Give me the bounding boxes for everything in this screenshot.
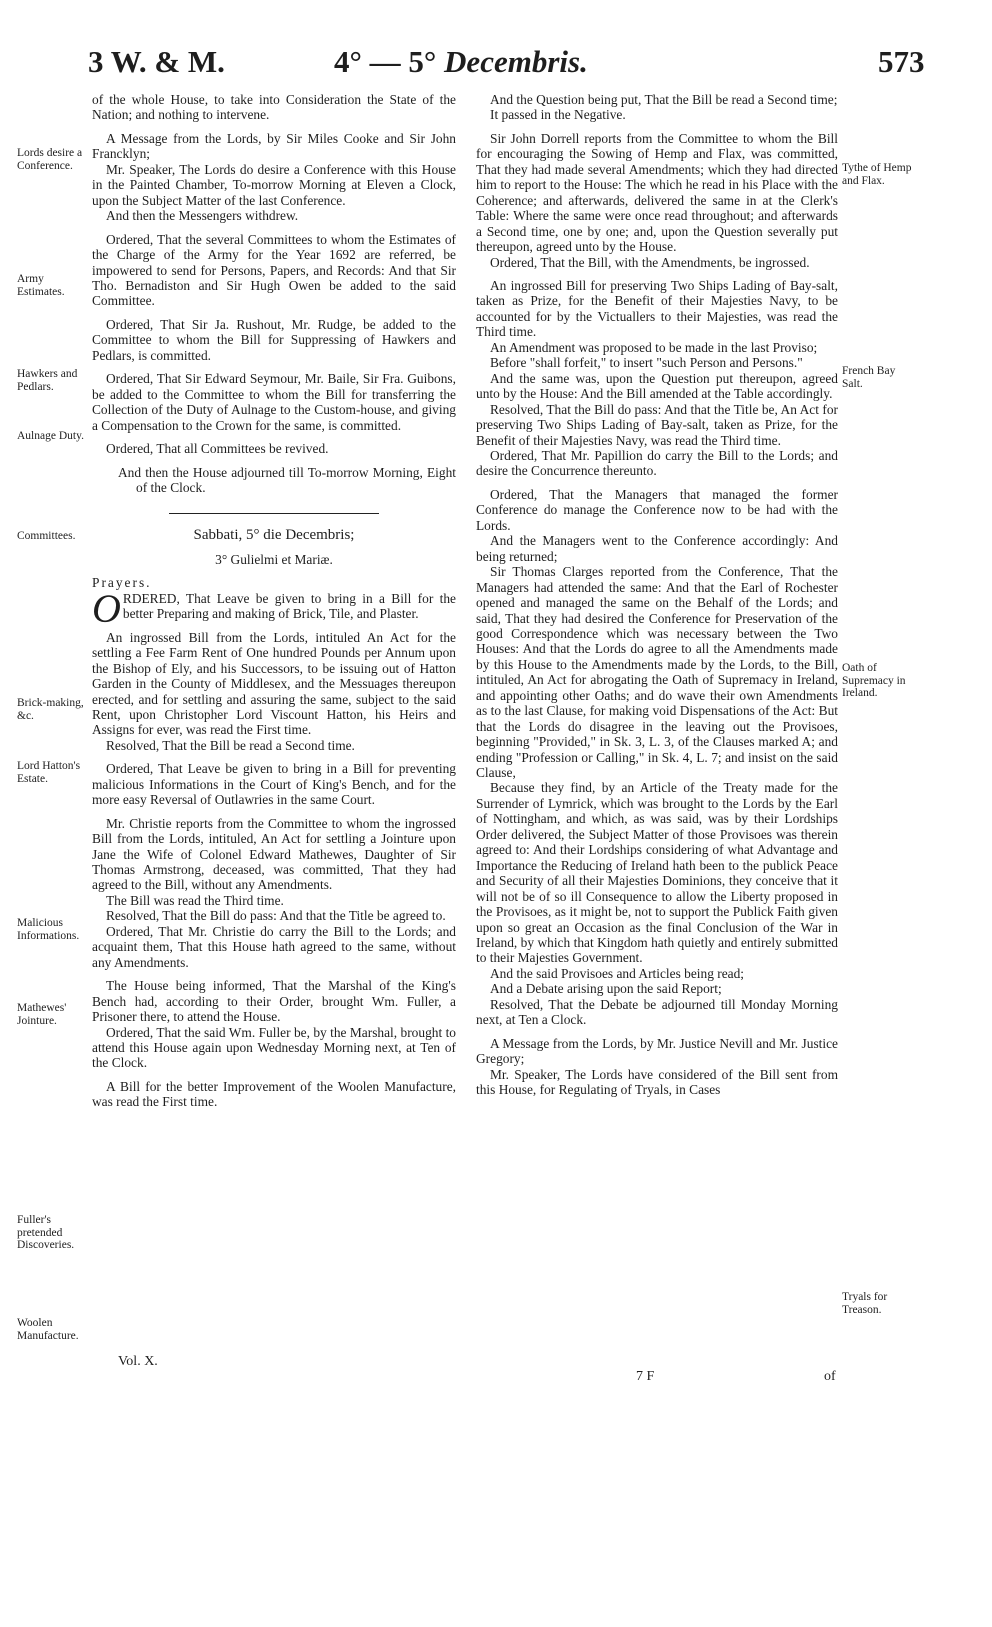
paragraph: Ordered, That Sir Edward Seymour, Mr. Baile, Sir Fra. Guibons, be added to the Committee to whom the Bill for transferring the Collection of the Duty of Aulnage to the Custom-house, and giving a Compensation to the Crown for the same, is committed. <box>92 371 456 433</box>
paragraph: And the Question being put, That the Bill be read a Second time; <box>490 92 838 107</box>
paragraph: Ordered, That the Managers that managed the former Conference do manage the Conference now to be had with the Lords. <box>476 486 838 533</box>
right-column <box>476 92 838 1098</box>
paragraph: Ordered, That Leave be given to bring in a Bill for preventing malicious Informations in the Court of King's Bench, and for the more easy Reversal of Outlawries in the same Court. <box>92 761 456 808</box>
regnal-year: 3 W. & M. <box>88 44 225 79</box>
paragraph: A Message from the Lords, by Mr. Justice Nevill and Mr. Justice Gregory; <box>476 1035 838 1067</box>
paragraph: It passed in the Negative. <box>490 107 626 123</box>
margin-note: Lord Hatton's Estate. <box>17 760 81 785</box>
margin-note: French Bay Salt. <box>842 365 896 390</box>
paragraph: Sir John Dorrell reports from the Committee to whom the Bill for encouraging the Sowing of Hemp and Flax, was committed, That they had made several Amendments; which they had directed him to report to the House: The which he read in his Place with the Coherence; and afterwards, delivered the same in at the Clerk's Table: Where the same were once read throughout; and afterwards a Second time, one by one; and, upon the Question severally put thereupon, agreed unto by the House. <box>476 130 838 255</box>
paragraph: And the same was, upon the Question put thereupon, agreed unto by the House: And the Bill amended at the Table accordingly. <box>476 370 838 402</box>
margin-note: Committees. <box>17 530 76 542</box>
margin-note: Aulnage Duty. <box>17 430 84 442</box>
paragraph: Resolved, That the Debate be adjourned till Monday Morning next, at Ten a Clock. <box>476 996 838 1028</box>
section-rule <box>169 513 379 514</box>
margin-note: Fuller's pretended Discoveries. <box>17 1214 75 1251</box>
paragraph: Ordered, That all Committees be revived. <box>106 441 329 457</box>
margin-note: Tryals for Treason. <box>842 1291 888 1316</box>
paragraph: Ordered, That Mr. Christie do carry the Bill to the Lords; and acquaint them, That this House hath agreed to the same, without any Amendments. <box>92 923 456 970</box>
sitting-date: Sabbati, 5° die Decembris; <box>193 527 355 544</box>
date-month: Decembris. <box>444 44 588 79</box>
paragraph: And then the Messengers withdrew. <box>106 208 299 224</box>
paragraph: Before "shall forfeit," to insert "such Person and Persons." <box>490 355 803 371</box>
left-column <box>92 92 456 1110</box>
paragraph: The Bill was read the Third time. <box>106 892 284 908</box>
adjournment: And then the House adjourned till To-morrow Morning, Eight of the Clock. <box>118 464 456 495</box>
running-header <box>0 44 992 84</box>
drop-cap: O <box>92 585 121 631</box>
paragraph-text: RDERED, That Leave be given to bring in a Bill for the better Preparing and making of Brick, Tile, and Plaster. <box>122 590 456 622</box>
prayers-heading: Prayers. <box>92 575 152 591</box>
paragraph: And the said Provisoes and Articles being read; <box>490 965 744 981</box>
paragraph: Ordered, That the Bill, with the Amendments, be ingrossed. <box>490 254 810 270</box>
margin-note: Army Estimates. <box>17 273 65 298</box>
paragraph: Because they find, by an Article of the Treaty made for the Surrender of Lymrick, which was brought to the Lords by the Earl of Nottingham, and which, as was said, was by their Lordships Order delivered, the Subject Matter of those Provisoes was therein agreed to: And their Lordships considering of what Advantage and Importance the Reducing of Ireland hath been to the publick Peace and Security of all their Majesties Dominions, they conceive that it will not be of so ill Consequence to allow the Liberty proposed in the Provisoes, as it might be, not to support the Publick Faith given upon so great an Occasion as the final Conclusion of the War in Ireland, by which that Kingdom hath quietly and entirely submitted to their Majesties Government. <box>476 780 838 966</box>
margin-note: Lords desire a Conference. <box>17 147 83 172</box>
paragraph: Mr. Speaker, The Lords do desire a Conference with this House in the Painted Chamber, To-morrow Morning at Eleven a Clock, upon the Subject Matter of the last Conference. <box>92 161 456 208</box>
paragraph: Ordered, That the said Wm. Fuller be, by the Marshal, brought to attend this House again upon Wednesday Morning next, at Ten of the Clock. <box>92 1024 456 1071</box>
paragraph: Sir Thomas Clarges reported from the Conference, That the Managers had attended the same: And that the Earl of Rochester opened and managed the same on the Behalf of the Lords; and said, That they had desired the Conference for Preservation of the good Correspondence which was necessary between the Two Houses: And that the Lords do agree to all the Amendments made by this House to the Amendments made by the Lords, to the Bill, intituled, An Act for abrogating the Oath of Supremacy in Ireland, and appointing other Oaths; and do wave their own Amendments as to the last Clause, for making void Dispensations of the Act: But that the Lords do disagree in the leaving out the Provisoes, beginning "Provided," in Sk. 3, L. 3, of the Clauses marked A; and ending "Profession or Calling," in Sk. 4, L. 7; and insist on the said Clause, <box>476 564 838 781</box>
paragraph: A Message from the Lords, by Sir Miles Cooke and Sir John Francklyn; <box>92 130 456 162</box>
margin-note: Brick-making, &c. <box>17 697 84 722</box>
margin-note: Oath of Supremacy in Ireland. <box>842 662 906 699</box>
margin-note: Hawkers and Pedlars. <box>17 368 78 393</box>
paragraph: The House being informed, That the Marshal of the King's Bench had, according to their Order, brought Wm. Fuller, a Prisoner there, to attend the House. <box>92 978 456 1025</box>
paragraph: Resolved, That the Bill do pass: And that the Title be agreed to. <box>106 908 446 924</box>
date-prefix: 4° — 5° <box>334 44 437 79</box>
margin-note: Woolen Manufacture. <box>17 1317 79 1342</box>
paragraph: Ordered, That Mr. Papillion do carry the Bill to the Lords; and desire the Concurrence thereunto. <box>476 447 838 479</box>
paragraph: A Bill for the better Improvement of the Woolen Manufacture, was read the First time. <box>92 1078 456 1110</box>
regnal-date: 3° Gulielmi et Mariæ. <box>215 551 333 567</box>
paragraph: An ingrossed Bill for preserving Two Ships Lading of Bay-salt, taken as Prize, for the Benefit of their Majesties Navy, to be accounted for by the Victuallers to their Majesties, was read the Third time. <box>476 277 838 340</box>
paragraph <box>92 585 456 631</box>
paragraph: And a Debate arising upon the said Report; <box>490 981 722 997</box>
signature-mark: 7 F <box>636 1369 655 1384</box>
catchword: of <box>824 1369 836 1384</box>
paragraph: And the Managers went to the Conference accordingly: And being returned; <box>476 533 838 564</box>
paragraph: An Amendment was proposed to be made in the last Proviso; <box>490 339 818 355</box>
paragraph: Ordered, That the several Committees to whom the Estimates of the Charge of the Army for the Year 1692 are referred, be impowered to send for Persons, Papers, and Records: And that Sir Tho. Bernadiston and Sir Hugh Owen be added to the said Committee. <box>92 231 456 309</box>
paragraph: Resolved, That the Bill do pass: And that the Title be, An Act for preserving Two Ships Lading of Bay-salt, taken as Prize, for the Benefit of their Majesties Navy, was read the Third time. <box>476 401 838 448</box>
paragraph: of the whole House, to take into Consideration the State of the Nation; and nothing to intervene. <box>92 92 456 123</box>
paragraph: Mr. Christie reports from the Committee to whom the ingrossed Bill from the Lords, intituled, An Act for settling a Jointure upon Jane the Wife of Colonel Edward Mathewes, Daughter of Sir Thomas Armstrong, deceased, was committed, That they had agreed to the Bill, without any Amendments. <box>92 815 456 893</box>
margin-note: Tythe of Hemp and Flax. <box>842 162 912 187</box>
paragraph: An ingrossed Bill from the Lords, intituled An Act for the settling a Fee Farm Rent of One hundred Pounds per Annum upon the Bishop of Ely, and his Successors, to be issuing out of Hatton Garden in the County of Middlesex, and the Messuages thereupon erected, and for settling and assuring the same, subject to the said Rent, upon Christopher Lord Viscount Hatton, his Heirs and Assigns for ever, was read the First time. <box>92 629 456 738</box>
margin-note: Malicious Informations. <box>17 917 80 942</box>
margin-note: Mathewes' Jointure. <box>17 1002 67 1027</box>
date-range <box>334 44 588 80</box>
paragraph: Ordered, That Sir Ja. Rushout, Mr. Rudge, be added to the Committee to whom the Bill for Suppressing of Hawkers and Pedlars, is committed. <box>92 316 456 363</box>
page-number: 573 <box>878 44 925 79</box>
paragraph: Mr. Speaker, The Lords have considered of the Bill sent from this House, for Regulating of Tryals, in Cases <box>476 1066 838 1098</box>
volume-mark: Vol. X. <box>118 1354 158 1369</box>
paragraph: Resolved, That the Bill be read a Second time. <box>106 737 355 753</box>
